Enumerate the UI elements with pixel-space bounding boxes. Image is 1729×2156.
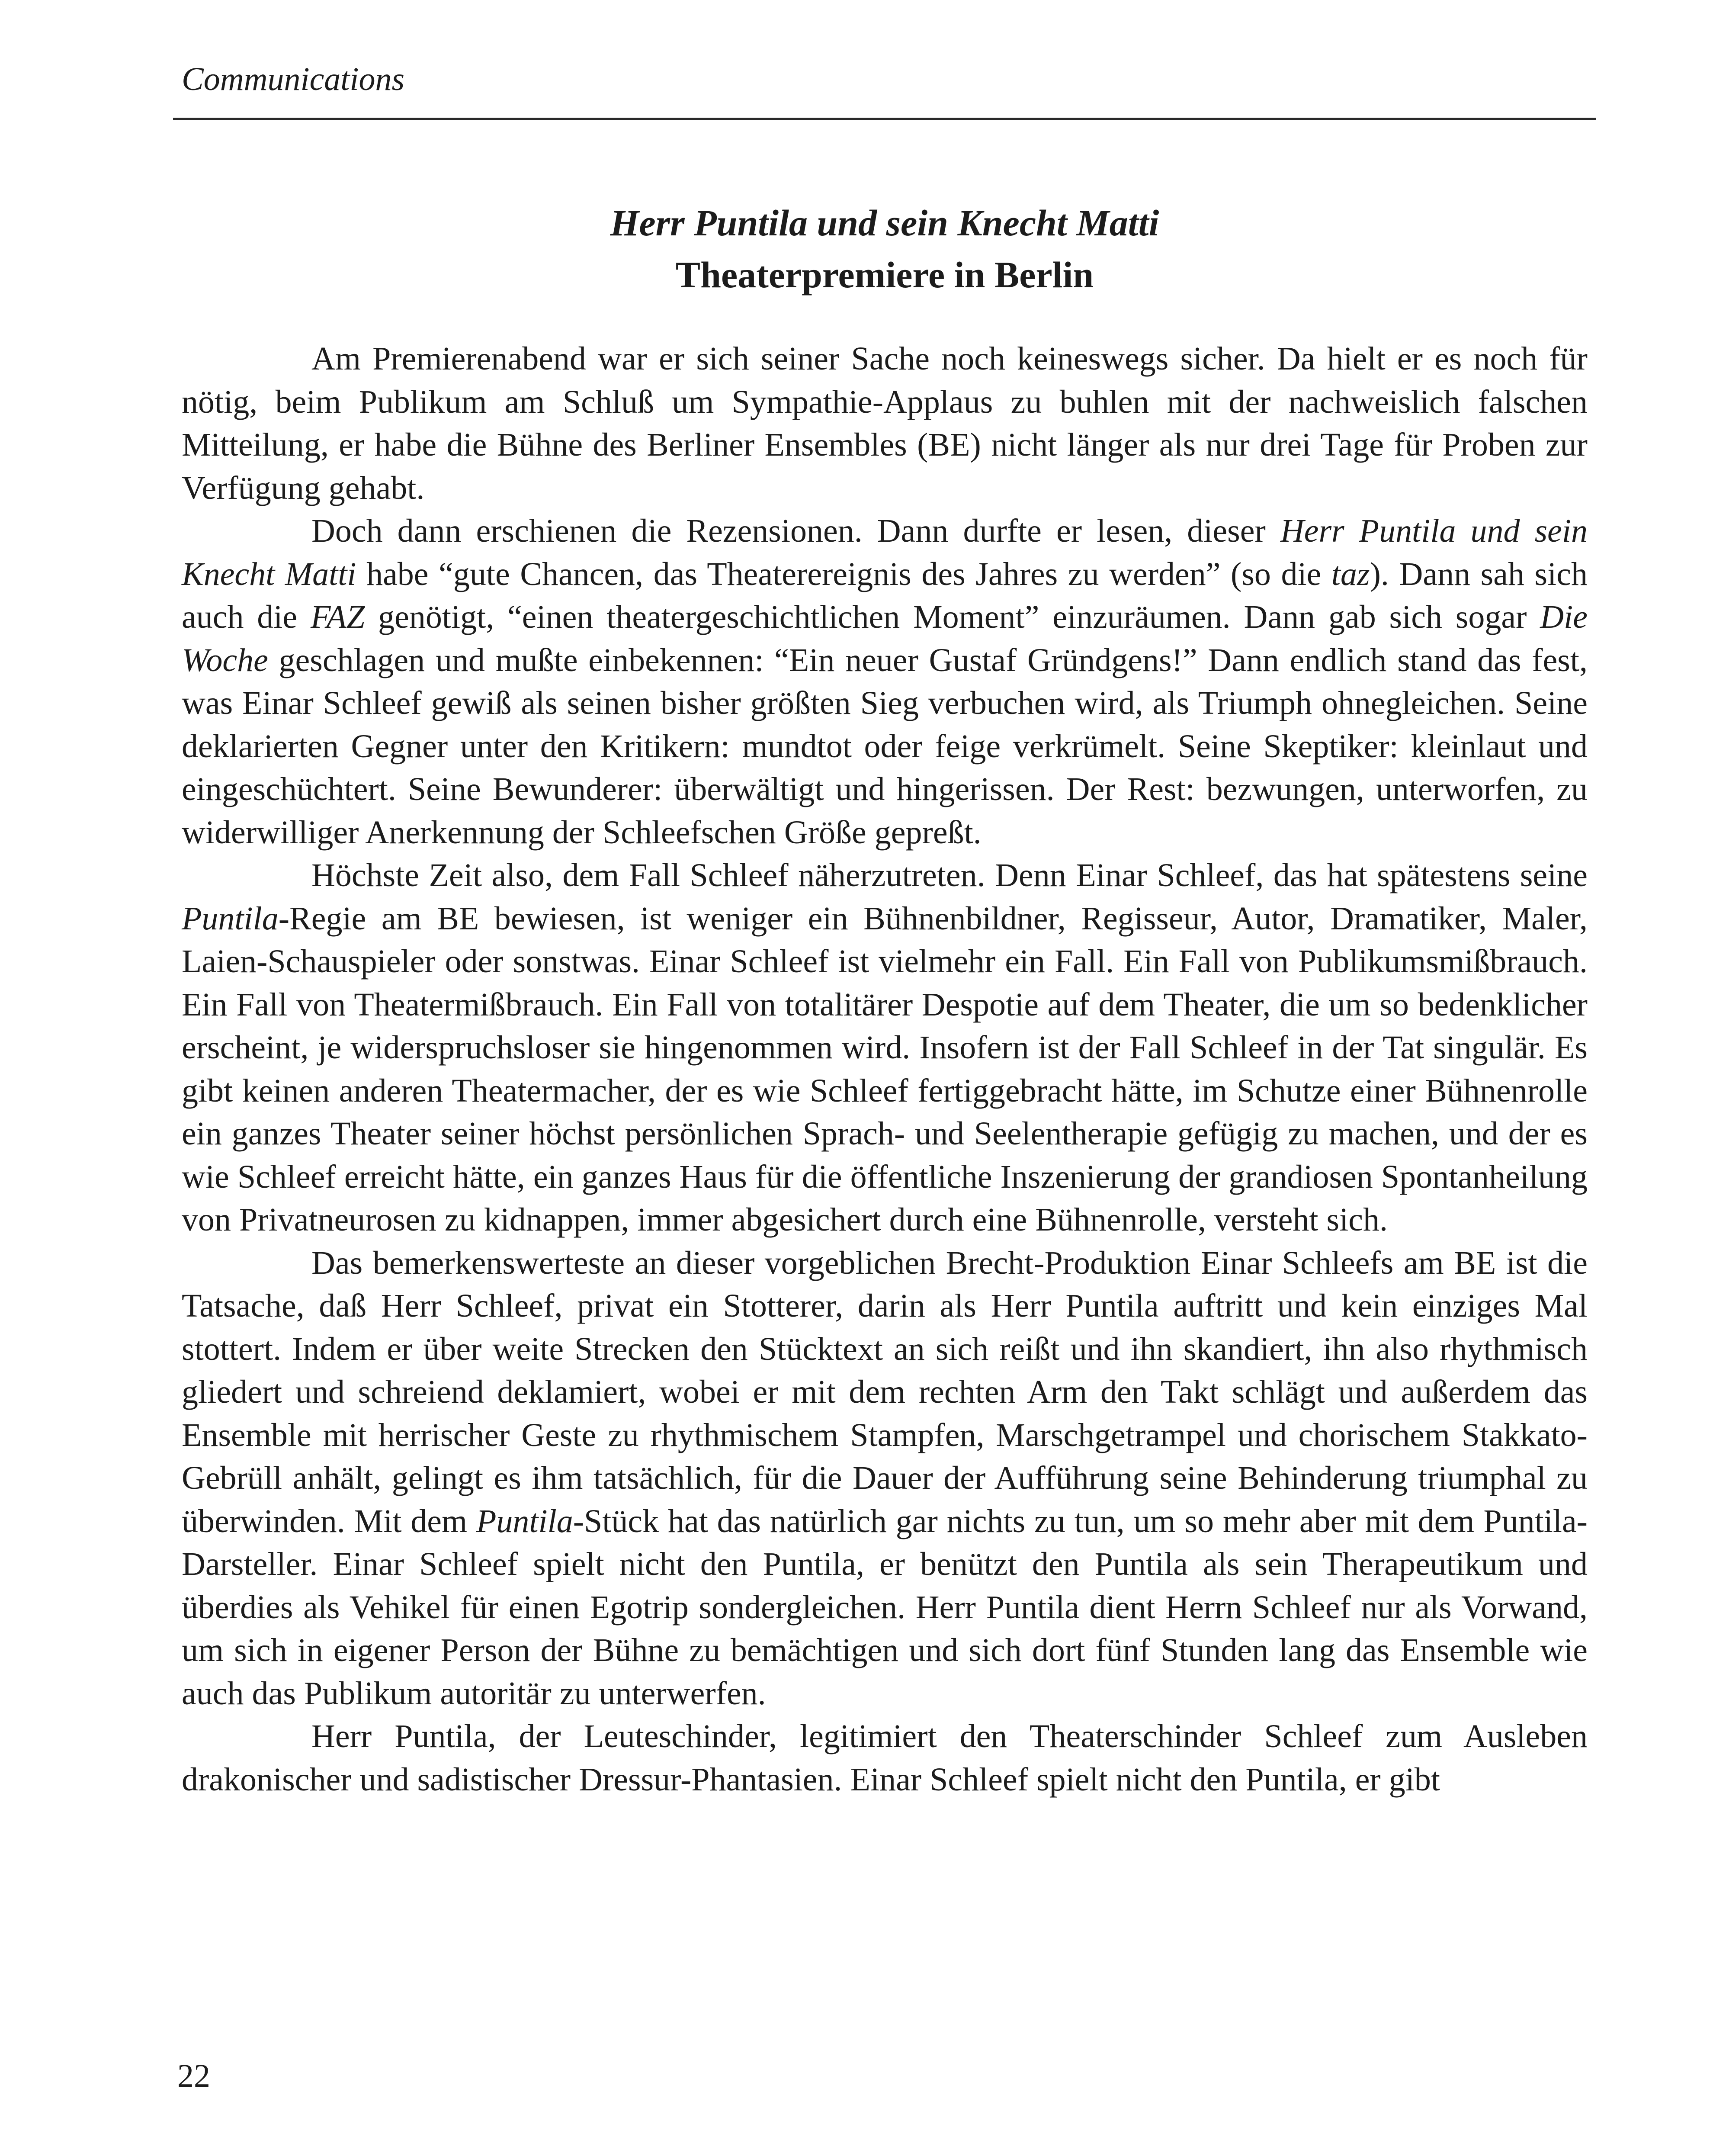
body-paragraph bbox=[182, 337, 1588, 510]
italic-text: Puntila bbox=[182, 900, 279, 937]
header-rule bbox=[173, 118, 1596, 120]
italic-text: taz bbox=[1331, 556, 1370, 592]
body-paragraph bbox=[182, 1715, 1588, 1801]
article-title: Herr Puntila und sein Knecht Matti bbox=[610, 202, 1159, 244]
text-run: Herr Puntila, der Leuteschinder, legitimiert den Theaterschinder Schleef zum Ausleben drakonischer und sadistischer Dressur-Phantasien. Einar Schleef spielt nicht den Puntila, er gibt bbox=[182, 1718, 1588, 1798]
text-run: -Stück hat das natürlich gar nichts zu tun, um so mehr aber mit dem Puntila-Darsteller. Einar Schleef spielt nicht den Puntila, er benützt den Puntila als sein Therapeutikum und überdies als Vehikel für einen Egotrip sondergleichen. Herr Puntila dient Herrn Schleef nur als Vorwand, um sich in eigener Person der Bühne zu bemächtigen und sich dort fünf Stunden lang das Ensemble wie auch das Publikum autoritär zu unterwerfen. bbox=[182, 1503, 1588, 1712]
text-run: habe “gute Chancen, das Theaterereignis des Jahres zu werden” (so die bbox=[356, 556, 1331, 592]
italic-text: Die Woche bbox=[182, 599, 1588, 678]
italic-text: Herr Puntila und sein Knecht Matti bbox=[182, 513, 1588, 592]
article-subtitle: Theaterpremiere in Berlin bbox=[675, 254, 1094, 296]
running-header: Communications bbox=[182, 61, 405, 97]
text-run: ). Dann sah sich auch die bbox=[182, 556, 1588, 635]
text-run: -Regie am BE bewiesen, ist weniger ein Bühnenbildner, Regisseur, Autor, Dramatiker, Maler, Laien-Schauspieler oder sonstwas. Einar Schleef ist vielmehr ein Fall. Ein Fall von Publikumsmißbrauch. Ein Fall von Theatermißbrauch. Ein Fall von totalitärer Despotie auf dem Theater, die um so bedenklicher erscheint, je widerspruchsloser sie hingenommen wird. Insofern ist der Fall Schleef in der Tat singulär. Es gibt keinen anderen Theatermacher, der es wie Schleef fertiggebracht hätte, im Schutze einer Bühnenrolle ein ganzes Theater seiner höchst persönlichen Sprach- und Seelentherapie gefügig zu machen, und der es wie Schleef erreicht hätte, ein ganzes Haus für die öffentliche Inszenierung der grandiosen Spontanheilung von Privatneurosen zu kidnappen, immer abgesichert durch eine Bühnenrolle, versteht sich. bbox=[182, 900, 1588, 1238]
italic-text: Puntila bbox=[476, 1503, 573, 1539]
body-paragraph bbox=[182, 854, 1588, 1242]
text-run: Doch dann erschienen die Rezensionen. Dann durfte er lesen, dieser bbox=[311, 513, 1280, 549]
text-run: Höchste Zeit also, dem Fall Schleef näherzutreten. Denn Einar Schleef, das hat spätestens seine bbox=[311, 857, 1588, 893]
body-paragraph bbox=[182, 510, 1588, 854]
text-run: Das bemerkenswerteste an dieser vorgeblichen Brecht-Produktion Einar Schleefs am BE ist die Tatsache, daß Herr Schleef, privat ein Stotterer, darin als Herr Puntila auftritt und kein einziges Mal stottert. Indem er über weite Strecken den Stücktext an sich reißt und ihn skandiert, ihn also rhythmisch gliedert und schreiend deklamiert, wobei er mit dem rechten Arm den Takt schlägt und außerdem das Ensemble mit herrischer Geste zu rhythmischem Stampfen, Marschgetrampel und chorischem Stakkato-Gebrüll anhält, gelingt es ihm tatsächlich, für die Dauer der Aufführung seine Behinderung triumphal zu überwinden. Mit dem bbox=[182, 1244, 1588, 1539]
body-paragraph bbox=[182, 1242, 1588, 1716]
italic-text: FAZ bbox=[310, 599, 365, 635]
page-number: 22 bbox=[177, 2058, 210, 2094]
text-run: genötigt, “einen theatergeschichtlichen Moment” einzuräumen. Dann gab sich sogar bbox=[365, 599, 1540, 635]
article-body bbox=[182, 337, 1588, 1801]
article-heading bbox=[173, 197, 1596, 301]
text-run: geschlagen und mußte einbekennen: “Ein neuer Gustaf Gründgens!” Dann endlich stand das fest, was Einar Schleef gewiß als seinen bisher größten Sieg verbuchen wird, als Triumph ohnegleichen. Seine deklarierten Gegner unter den Kritikern: mundtot oder feige verkrümelt. Seine Skeptiker: kleinlaut und eingeschüchtert. Seine Bewunderer: überwältigt und hingerissen. Der Rest: bezwungen, unterworfen, zu widerwilliger Anerkennung der Schleefschen Größe gepreßt. bbox=[182, 642, 1588, 851]
text-run: Am Premierenabend war er sich seiner Sache noch keineswegs sicher. Da hielt er es noch für nötig, beim Publikum am Schluß um Sympathie-Applaus zu buhlen mit der nachweislich falschen Mitteilung, er habe die Bühne des Berliner Ensembles (BE) nicht länger als nur drei Tage für Proben zur Verfügung gehabt. bbox=[182, 341, 1588, 506]
